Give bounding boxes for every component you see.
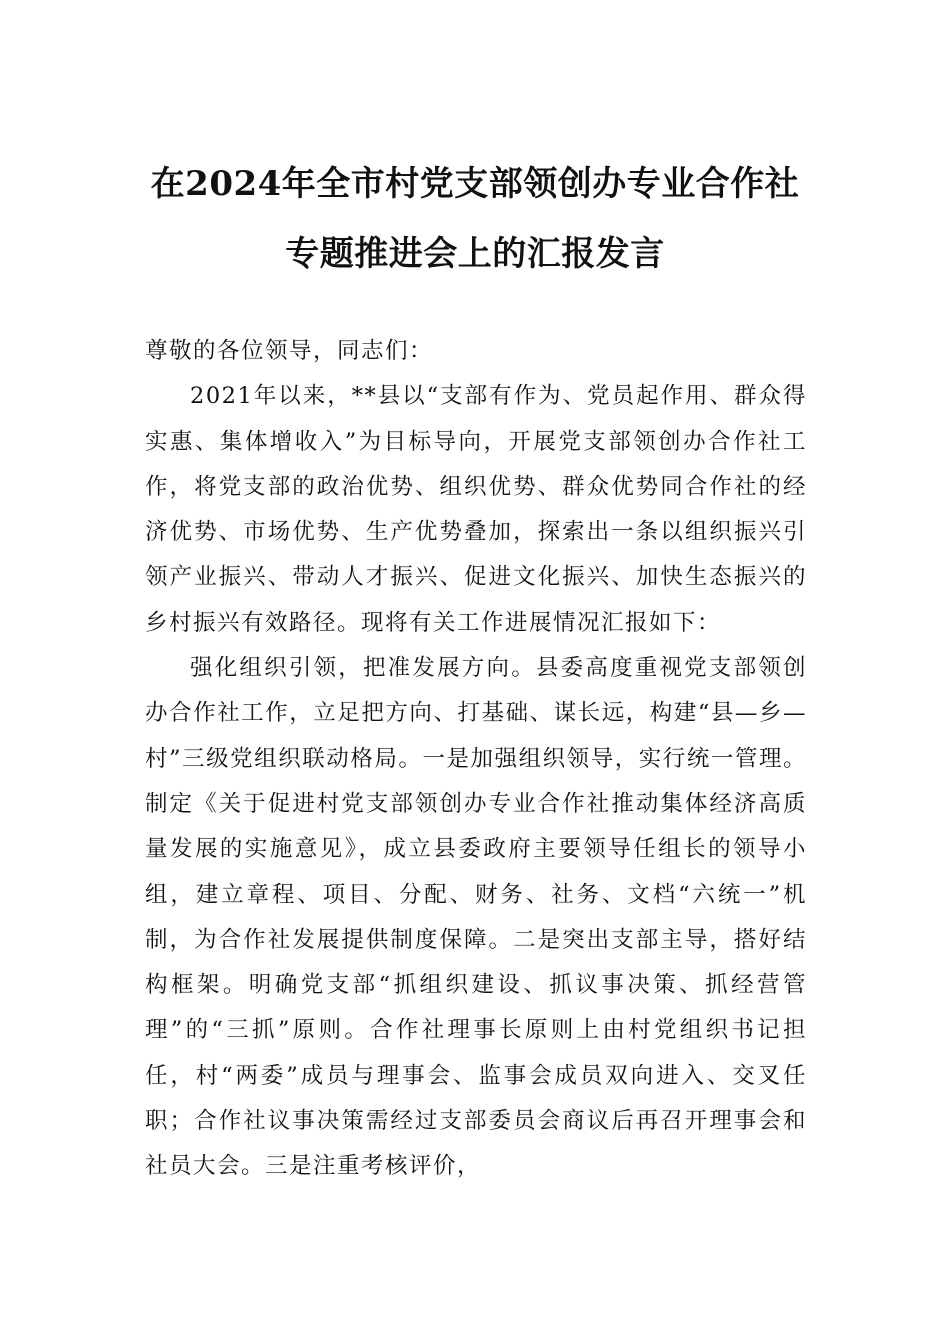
paragraph-1: 2021年以来，**县以“支部有作为、党员起作用、群众得实惠、集体增收入”为目标导向，开展党支部领创办合作社工作，将党支部的政治优势、组织优势、群众优势同合作社的经济优势、市场优势、生产优势叠加，探索出一条以组织振兴引领产业振兴、带动人才振兴、促进文化振兴、加快生态振兴的乡村振兴有效路径。现将有关工作进展情况汇报如下：: [145, 383, 807, 636]
document-title-line-2: 专题推进会上的汇报发言: [285, 234, 665, 274]
document-title-line-1: 在2024年全市村党支部领创办专业合作社: [150, 164, 800, 204]
document-body: [145, 329, 807, 1190]
paragraph-2: 强化组织引领，把准发展方向。县委高度重视党支部领创办合作社工作，立足把方向、打基础、谋长远，构建“县—乡—村”三级党组织联动格局。一是加强组织领导，实行统一管理。制定《关于促进村党支部领创办专业合作社推动集体经济高质量发展的实施意见》，成立县委政府主要领导任组长的领导小组，建立章程、项目、分配、财务、社务、文档“六统一”机制，为合作社发展提供制度保障。二是突出支部主导，搭好结构框架。明确党支部“抓组织建设、抓议事决策、抓经营管理”的“三抓”原则。合作社理事长原则上由村党组织书记担任，村“两委”成员与理事会、监事会成员双向进入、交叉任职；合作社议事决策需经过支部委员会商议后再召开理事会和社员大会。三是注重考核评价，: [145, 655, 807, 1180]
salutation: 尊敬的各位领导，同志们：: [145, 338, 434, 364]
